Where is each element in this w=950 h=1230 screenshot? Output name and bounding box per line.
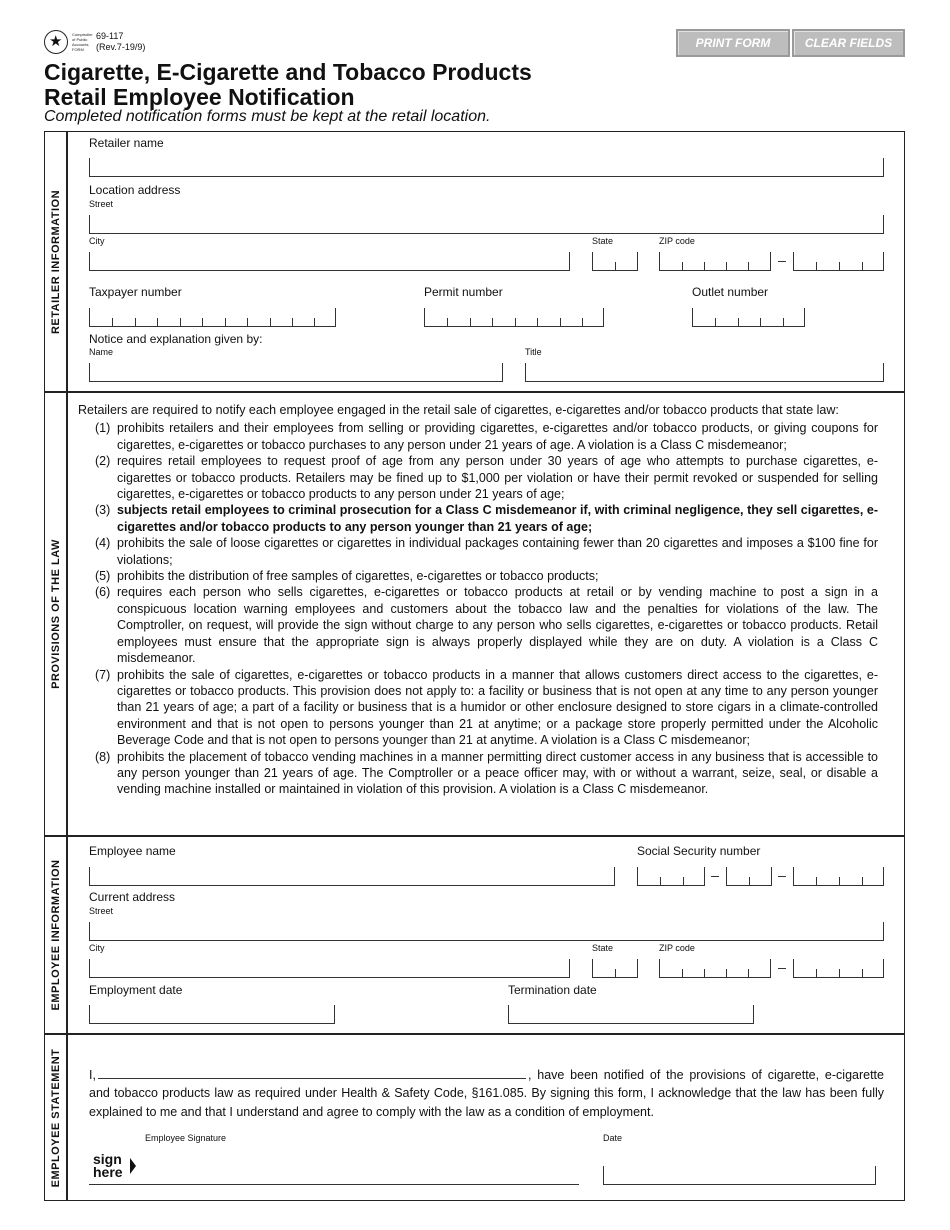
notice-title-label: Title [525,347,542,357]
statement-body: , have been notified of the provisions of cigarette, e-cigarette and tobacco products law as required under Health & Safety Code, §161.085. By signing this form, I acknowledge that the law has been fully explained to me and that I understand and agree to comply with the law as a condition of employment. [89,1068,884,1119]
star-icon: ★ [49,33,63,50]
employee-state-field[interactable] [592,959,638,978]
form-title-line2: Retail Employee Notification [44,84,355,110]
outlet-number-field[interactable] [692,308,805,327]
city-label: City [89,943,105,953]
section-label-text: EMPLOYEE STATEMENT [49,1048,62,1187]
sign-arrow-icon [130,1158,136,1174]
provisions-text [78,402,878,798]
street-label: Street [89,199,114,209]
provision-text: requires each person who sells cigarettes, e-cigarettes or tobacco products at retail or by vending machine to post a sign in a conspicuous location warning employees and customers about the tobacco law and the penalties for violations of the law. The Comptroller, on request, will provide the sign without charge to any person who sells cigarettes, e-cigarettes or tobacco products. Retail employees must ensure that the appropriate sign is always properly displayed while they are on duty. A violation is a Class C misdemeanor. [117,585,878,666]
provision-item [78,453,878,502]
notice-name-field[interactable] [89,363,503,382]
termination-date-field[interactable] [508,1005,754,1024]
provision-number: (3) [95,503,111,518]
zip-label: ZIP code [659,943,695,953]
provision-text: prohibits the sale of cigarettes, e-cigarettes or tobacco products in a manner that allows customers direct access to the cigarettes, e-cigarettes or tobacco products. This provision does not apply to: a facility or business that is not open at any time to any person younger than 21 years of age; a part of a facility or business that is a humidor or other enclosure designed to store cigars in a climate-controlled environment and that is not open to persons younger than 21 at anytime; or a package store properly permitted under the Alcoholic Beverage Code and that is not open to persons younger than 21 at anytime. A violation is a Class C misdemeanor; [117,667,878,748]
provision-number: (2) [95,454,111,469]
notice-name-label: Name [89,347,114,357]
state-label: State [592,236,614,246]
section-label-text: EMPLOYEE INFORMATION [49,859,62,1010]
current-address-label: Current address [89,890,176,904]
outlet-number-label: Outlet number [692,285,769,299]
ssn-part1-field[interactable] [637,867,705,886]
sign-text: sign [93,1151,122,1167]
provision-item [78,568,878,584]
employee-name-statement-field[interactable] [98,1067,526,1079]
form-revision: (Rev.7-19/9) [96,42,146,52]
provision-item [78,535,878,568]
form-number-block [96,31,145,53]
ssn-part2-field[interactable] [726,867,772,886]
employee-zip-field[interactable] [659,959,771,978]
sign-here-marker [93,1153,123,1179]
taxpayer-number-label: Taxpayer number [89,285,182,299]
street-label: Street [89,906,114,916]
ssn-label: Social Security number [637,844,761,858]
notice-title-field[interactable] [525,363,884,382]
notice-given-by-label: Notice and explanation given by: [89,332,263,346]
employment-date-field[interactable] [89,1005,335,1024]
retailer-street-field[interactable] [89,215,884,234]
provision-item [78,667,878,749]
provision-item [78,749,878,798]
form-number: 69-117 [96,31,124,41]
employee-name-label: Employee name [89,844,176,858]
provision-text: subjects retail employees to criminal prosecution for a Class C misdemeanor if, with criminal negligence, they sell cigarettes, e-cigarettes and/or tobacco products to any person younger than 21 years of age; [117,503,878,534]
taxpayer-number-field[interactable] [89,308,336,327]
section-label-text: RETAILER INFORMATION [49,189,62,334]
retailer-name-field[interactable] [89,158,884,177]
retailer-name-label: Retailer name [89,136,164,150]
provision-number: (7) [95,667,111,682]
ssn-dash [778,876,786,877]
date-label: Date [603,1133,623,1143]
employee-name-field[interactable] [89,867,615,886]
permit-number-label: Permit number [424,285,503,299]
here-text: here [93,1164,123,1180]
state-label: State [592,943,614,953]
ssn-part3-field[interactable] [793,867,884,886]
section-label-provisions [45,392,66,835]
form-subtitle: Completed notification forms must be kept at the retail location. [44,108,491,125]
permit-number-field[interactable] [424,308,604,327]
section-divider [44,1033,905,1035]
print-form-button[interactable]: PRINT FORM [676,29,790,57]
location-address-label: Location address [89,183,181,197]
provision-item [78,502,878,535]
statement-prefix: I, [89,1068,96,1082]
section-label-retailer [45,132,66,391]
retailer-city-field[interactable] [89,252,570,271]
retailer-state-field[interactable] [592,252,638,271]
section-label-text: PROVISIONS OF THE LAW [49,538,62,689]
provision-text: prohibits the distribution of free samples of cigarettes, e-cigarettes or tobacco products; [117,569,599,584]
employee-street-field[interactable] [89,922,884,941]
signature-label: Employee Signature [145,1133,227,1143]
provision-number: (4) [95,536,111,551]
zip-dash [778,968,786,969]
section-label-divider [66,131,68,1201]
employee-zip4-field[interactable] [793,959,884,978]
provision-text: prohibits the sale of loose cigarettes or cigarettes in individual packages containing fewer than 20 cigarettes and imposes a $100 fine for violations; [117,536,878,567]
provision-number: (1) [95,421,111,436]
termination-date-label: Termination date [508,983,597,997]
provision-text: prohibits retailers and their employees from selling or providing cigarettes, e-cigarettes and/or tobacco products, or giving coupons for cigarettes, e-cigarettes or tobacco purchases to any person under 21 years of age. A violation is a Class C misdemeanor; [117,421,878,452]
section-label-employee [45,836,66,1033]
employee-statement-text [89,1066,884,1121]
signature-date-field[interactable] [603,1166,876,1185]
zip-label: ZIP code [659,236,695,246]
ssn-dash [711,876,719,877]
retailer-zip-field[interactable] [659,252,771,271]
section-label-statement [45,1034,66,1201]
zip-dash [778,261,786,262]
provision-text: requires retail employees to request proof of age from any person under 30 years of age who attempts to purchase cigarettes, e-cigarettes or tobacco products. Retailers may be fined up to $1,000 per violation or have their permit revoked or suspended for selling cigarettes, e-cigarettes or tobacco products to any person under 21 years of age; [117,454,878,502]
provisions-intro: Retailers are required to notify each employee engaged in the retail sale of cigarettes, e-cigarettes and/or tobacco products that state law: [78,403,839,417]
provision-number: (5) [95,569,111,584]
section-divider [44,391,905,393]
retailer-zip4-field[interactable] [793,252,884,271]
provision-text: prohibits the placement of tobacco vending machines in a manner permitting direct customer access in any business that is accessible to any person younger than 21 years of age. The Comptroller or a peace officer may, with or without a warrant, seize, seal, or disable a vending machine installed or maintained in violation of this provision. A violation is a Class C misdemeanor. [117,749,878,797]
clear-fields-button[interactable]: CLEAR FIELDS [792,29,905,57]
city-label: City [89,236,105,246]
employee-city-field[interactable] [89,959,570,978]
section-divider [44,835,905,837]
comptroller-seal [44,30,68,54]
employment-date-label: Employment date [89,983,183,997]
provision-item [78,584,878,666]
signature-line[interactable] [89,1184,579,1185]
provision-number: (8) [95,749,111,764]
form-title-line1: Cigarette, E-Cigarette and Tobacco Products [44,59,532,85]
provision-number: (6) [95,585,111,600]
provision-item [78,420,878,453]
seal-text: Comptroller of Public Accounts FORM [72,32,93,52]
